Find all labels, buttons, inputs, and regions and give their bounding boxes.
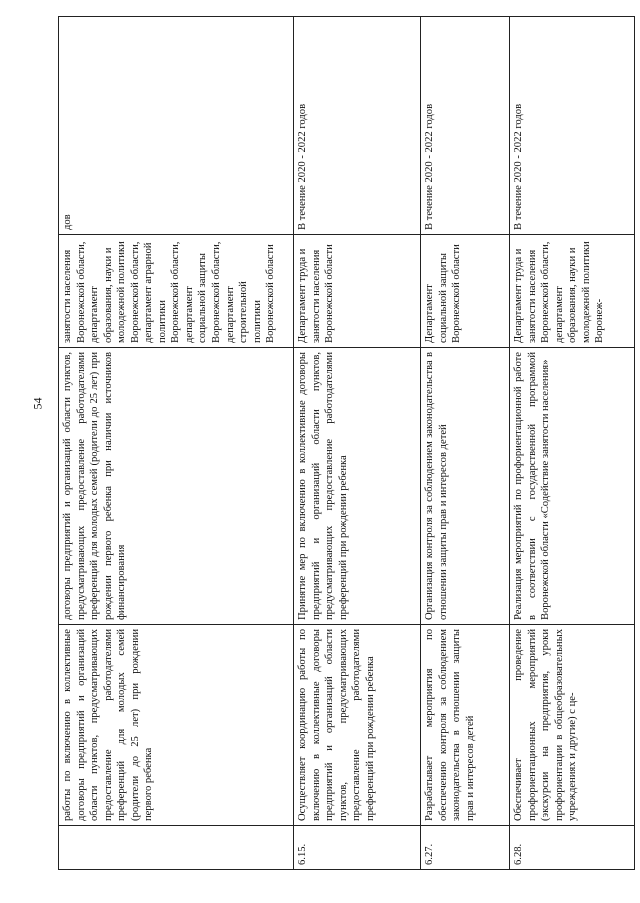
table-row bbox=[421, 17, 510, 870]
item-term: В течение 2020 - 2022 годов bbox=[510, 17, 635, 235]
page-number: 54 bbox=[30, 397, 45, 410]
item-term: В течение 2020 - 2022 годов bbox=[421, 17, 510, 235]
table-row bbox=[510, 17, 635, 870]
item-executor: Департамент труда и занятости населения Воронежской области bbox=[294, 235, 421, 348]
item-term: дов bbox=[59, 17, 294, 235]
item-measure: Организация контроля за соблюдением законодательства в отношении защиты прав и интересов детей bbox=[421, 348, 510, 625]
table-row bbox=[59, 17, 294, 870]
item-executor: Департамент социальной защиты Воронежской области bbox=[421, 235, 510, 348]
item-name: Обеспечивает проведение профориентационных мероприятий (экскурсии на предприятия, уроки профориентации в общеобразовательных учреждениях и другие) с це- bbox=[510, 625, 635, 826]
rotated-table-container bbox=[58, 32, 636, 870]
item-number bbox=[59, 826, 294, 870]
item-number: 6.28. bbox=[510, 826, 635, 870]
item-term: В течение 2020 - 2022 годов bbox=[294, 17, 421, 235]
item-name: Осуществляет координацию работы по включению в коллективные договоры предприятий и организаций области пунктов, предусматривающих предоставление работодателями преференций при рождении ребенка bbox=[294, 625, 421, 826]
item-executor: занятости населения Воронежской области, департамент образования, науки и молодежной политики Воронежской области, департамент аграрной политики Воронежской области, департамент социальной защиты Воронежской области, департамент строительной политики Воронежской области bbox=[59, 235, 294, 348]
item-number: 6.27. bbox=[421, 826, 510, 870]
item-measure: Реализация мероприятий по профориентационной работе в соответствии с государственной программой Воронежской области «Содействие занятости населения» bbox=[510, 348, 635, 625]
item-number: 6.15. bbox=[294, 826, 421, 870]
item-name: Разрабатывает мероприятия по обеспечению контроля за соблюдением законодательства в отношении защиты прав и интересов детей bbox=[421, 625, 510, 826]
table-row bbox=[294, 17, 421, 870]
item-executor: Департамент труда и занятости населения Воронежской области, департамент образования, науки и молодежной политики Воронеж- bbox=[510, 235, 635, 348]
measures-table bbox=[58, 16, 635, 870]
item-name: работы по включению в коллективные договоры предприятий и организаций области пунктов, предусматривающих предоставление работодателями преференций для молодых семей (родители до 25 лет) при рождении первого ребенка bbox=[59, 625, 294, 826]
item-measure: Принятие мер по включению в коллективные договоры предприятий и организаций области пунктов, предусматривающих предоставление работодателями преференций при рождении ребенка bbox=[294, 348, 421, 625]
item-measure: договоры предприятий и организаций области пунктов, предусматривающих предоставление работодателями преференций для молодых семей (родители до 25 лет) при рождении первого ребенка при наличии источников финансирования bbox=[59, 348, 294, 625]
